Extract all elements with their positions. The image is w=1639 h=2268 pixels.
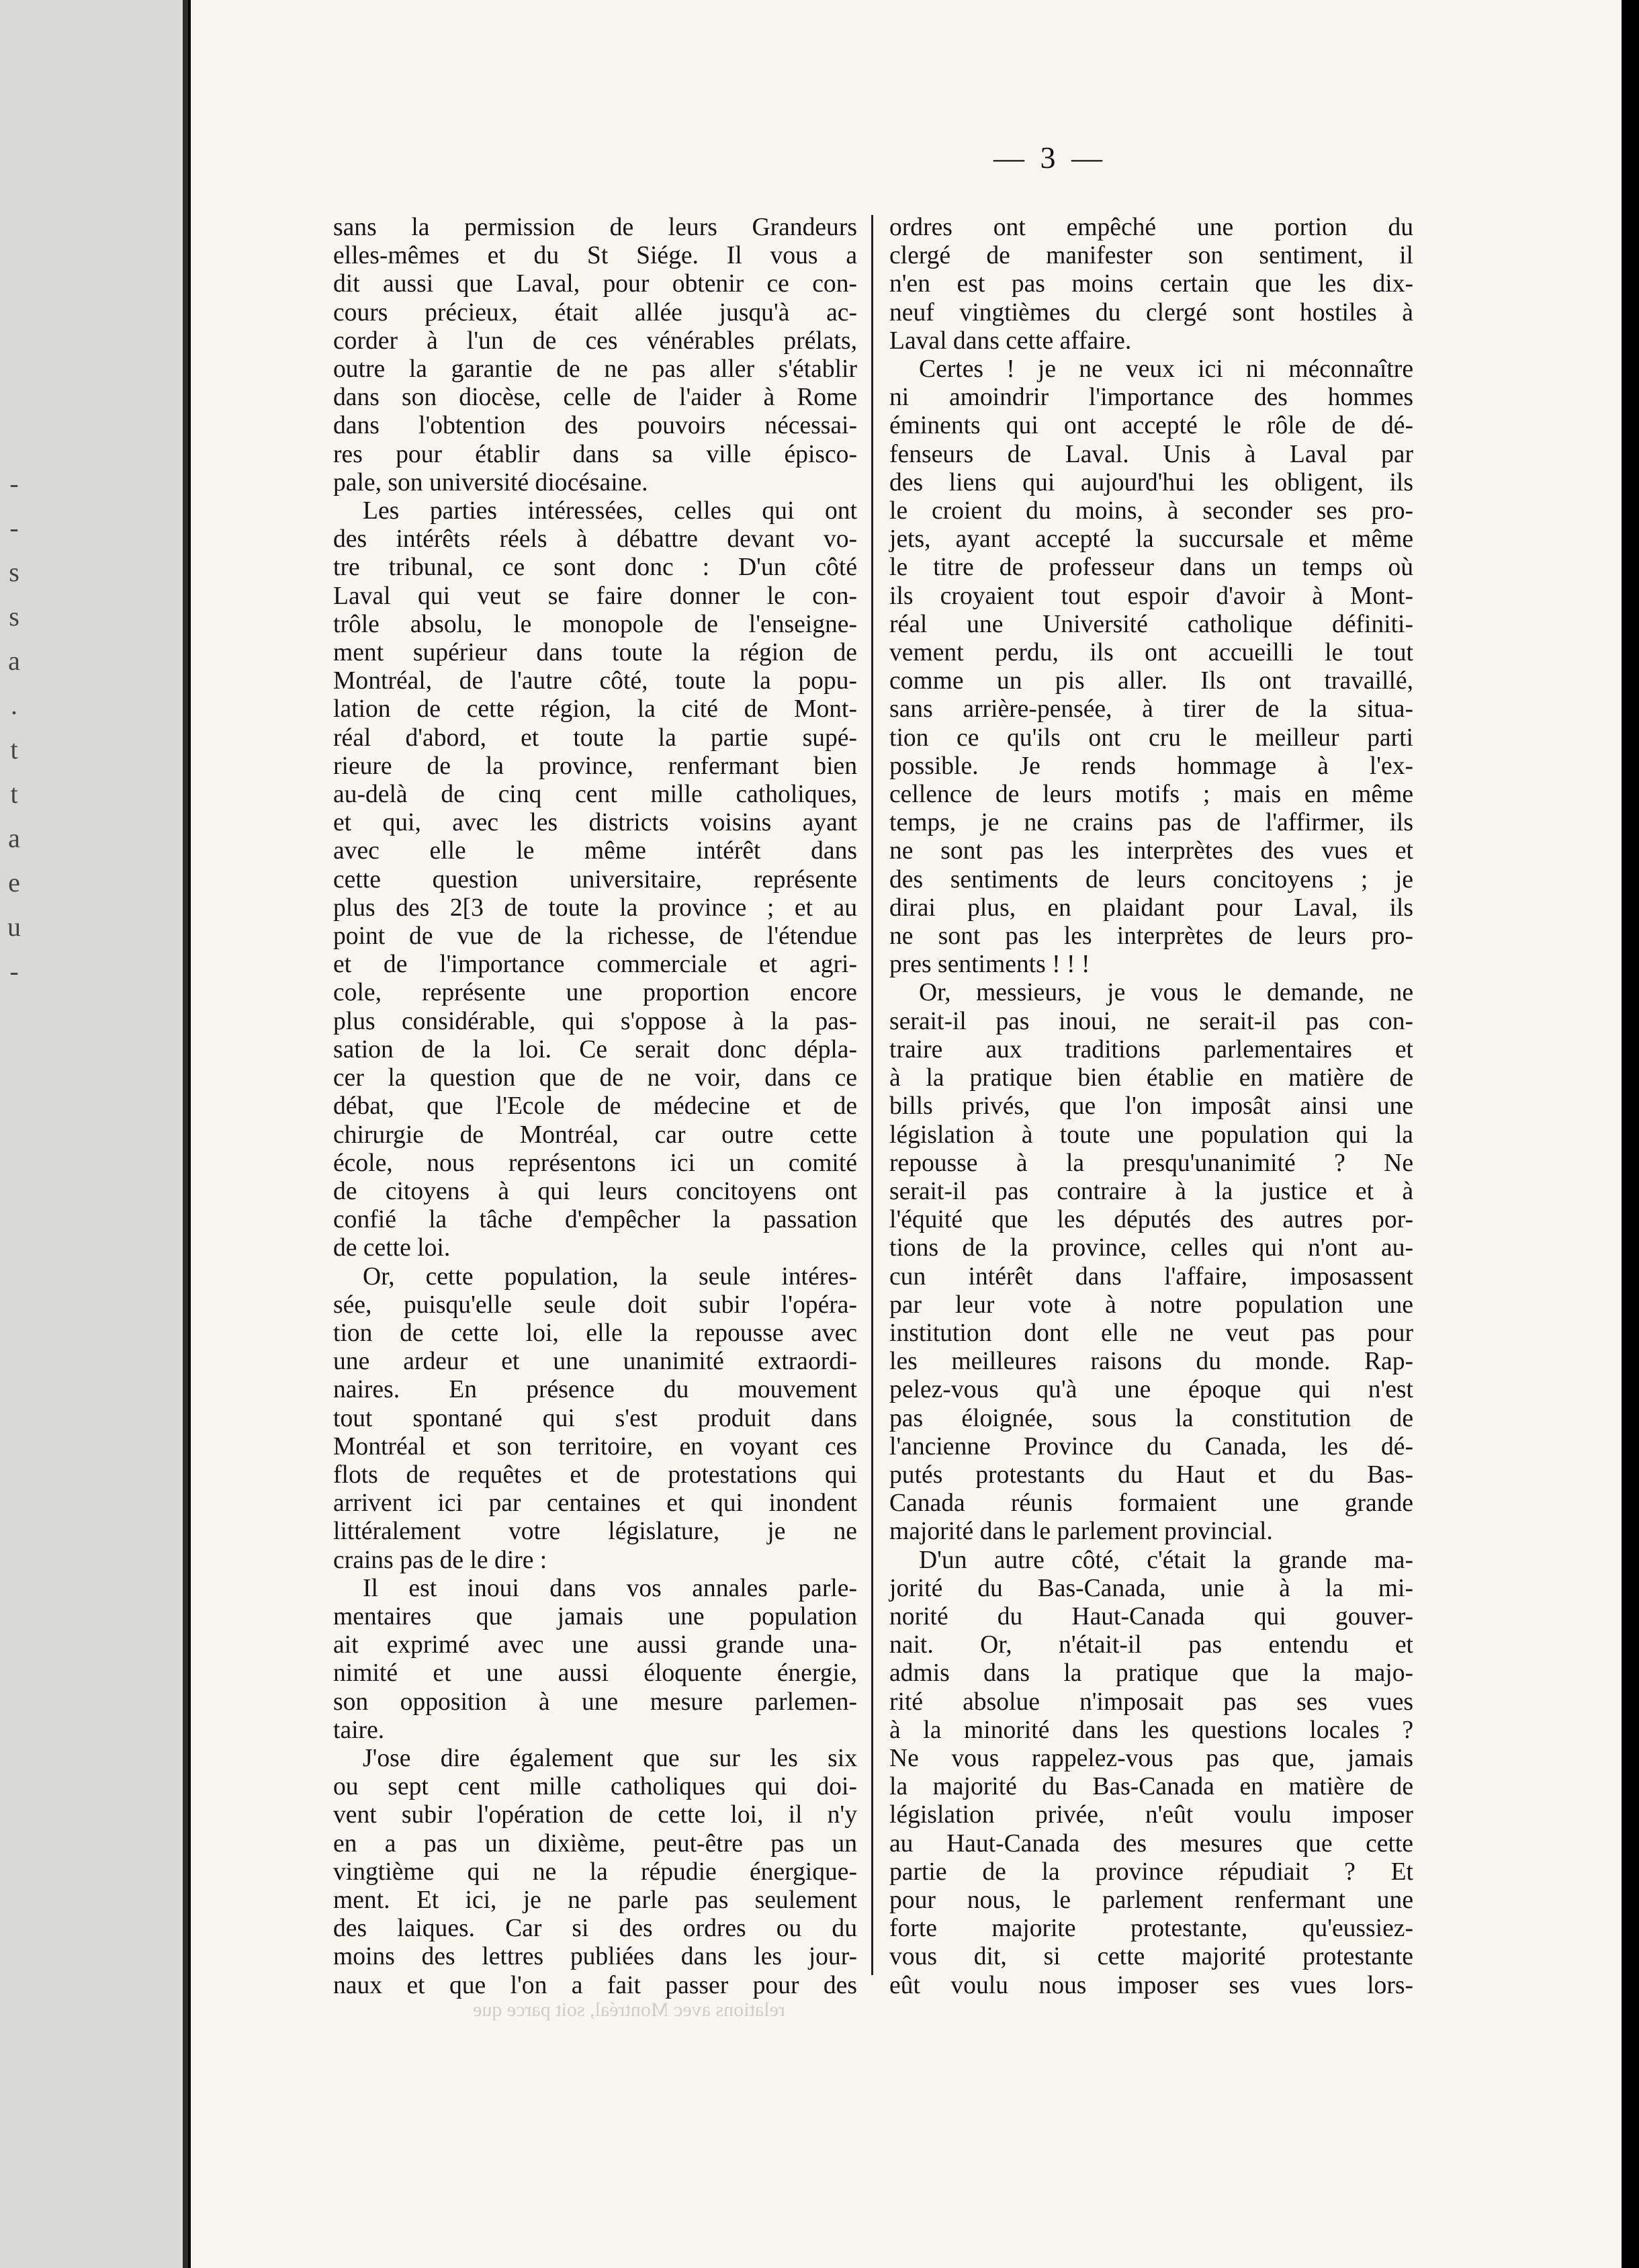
- text-line: Il est inoui dans vos annales parle-: [363, 1574, 857, 1602]
- text-line: flots de requêtes et de protestations qui: [333, 1460, 857, 1489]
- text-line: n'en est pas moins certain que les dix-: [889, 270, 1413, 298]
- text-line: comme un pis aller. Ils ont travaillé,: [889, 667, 1413, 695]
- text-line: Montréal, de l'autre côté, toute la popu-: [333, 667, 857, 695]
- text-line: sans arrière-pensée, à tirer de la situa-: [889, 695, 1413, 724]
- text-line: norité du Haut-Canada qui gouver-: [889, 1602, 1413, 1630]
- margin-mark: u: [7, 912, 21, 942]
- text-line: ne sont pas les interprètes des vues et: [889, 837, 1413, 865]
- text-line: res pour établir dans sa ville épisco-: [333, 440, 857, 468]
- text-line: clergé de manifester son sentiment, il: [889, 242, 1413, 270]
- text-line: législation privée, n'eût voulu imposer: [889, 1801, 1413, 1829]
- text-line: ils croyaient tout espoir d'avoir à Mont-: [889, 582, 1413, 610]
- text-line: moins des lettres publiées dans les jour-: [333, 1943, 857, 1971]
- text-line: avec elle le même intérêt dans: [333, 837, 857, 865]
- text-line: littéralement votre législature, je ne: [333, 1518, 857, 1546]
- text-line: et qui, avec les districts voisins ayant: [333, 809, 857, 837]
- text-line: elles-mêmes et du St Siége. Il vous a: [333, 242, 857, 270]
- text-line: ment supérieur dans toute la région de: [333, 639, 857, 667]
- text-line: plus des 2[3 de toute la province ; et au: [333, 893, 857, 922]
- text-line: cours précieux, était allée jusqu'à ac-: [333, 298, 857, 326]
- text-line: cun intérêt dans l'affaire, imposassent: [889, 1262, 1413, 1291]
- text-line: dirai plus, en plaidant pour Laval, ils: [889, 893, 1413, 922]
- text-line: possible. Je rends hommage à l'ex-: [889, 752, 1413, 780]
- text-line: dans son diocèse, celle de l'aider à Rome: [333, 384, 857, 412]
- text-line: nimité et une aussi éloquente énergie,: [333, 1659, 857, 1688]
- margin-mark: e: [8, 867, 20, 898]
- text-line: école, nous représentons ici un comité: [333, 1149, 857, 1177]
- text-line: sation de la loi. Ce serait donc dépla-: [333, 1035, 857, 1063]
- text-line: sans la permission de leurs Grandeurs: [333, 214, 857, 241]
- text-line: la majorité du Bas-Canada en matière de: [889, 1773, 1413, 1801]
- text-line: ment. Et ici, je ne parle pas seulement: [333, 1886, 857, 1914]
- text-line: repousse à la presqu'unanimité ? Ne: [889, 1149, 1413, 1177]
- margin-mark: s: [9, 601, 19, 631]
- text-line: cellence de leurs motifs ; mais en même: [889, 781, 1413, 809]
- text-line: Les parties intéressées, celles qui ont: [363, 497, 857, 525]
- text-line: majorité dans le parlement provincial.: [889, 1518, 1273, 1546]
- show-through-text: relations avec Montréal, soit parce que: [473, 1999, 785, 2021]
- margin-mark: -: [9, 468, 19, 498]
- adjacent-page-marks: [4, 470, 24, 985]
- text-line: le croient du moins, à seconder ses pro-: [889, 497, 1413, 525]
- margin-mark: t: [10, 734, 18, 765]
- text-line: vent subir l'opération de cette loi, il n'y: [333, 1801, 857, 1829]
- text-line: Laval qui veut se faire donner le con-: [333, 582, 857, 610]
- text-line: tout spontané qui s'est produit dans: [333, 1404, 857, 1432]
- text-line: arrivent ici par centaines et qui inondent: [333, 1489, 857, 1518]
- text-line: naux et que l'on a fait passer pour des: [333, 1971, 857, 1999]
- text-line: eût voulu nous imposer ses vues lors-: [889, 1971, 1413, 1999]
- text-line: neuf vingtièmes du clergé sont hostiles à: [889, 298, 1413, 326]
- text-line: en a pas un dixième, peut-être pas un: [333, 1829, 857, 1858]
- text-line: Or, cette population, la seule intéres-: [363, 1262, 857, 1291]
- text-line: point de vue de la richesse, de l'étendue: [333, 922, 857, 951]
- text-line: des intérêts réels à débattre devant vo-: [333, 525, 857, 554]
- text-line: ait exprimé avec une aussi grande una-: [333, 1631, 857, 1659]
- text-line: une ardeur et une unanimité extraordi-: [333, 1348, 857, 1376]
- text-line: temps, je ne crains pas de l'affirmer, ils: [889, 809, 1413, 837]
- text-line: putés protestants du Haut et du Bas-: [889, 1460, 1413, 1489]
- text-line: jets, ayant accepté la succursale et même: [889, 525, 1413, 554]
- text-line: pale, son université diocésaine.: [333, 468, 648, 496]
- text-line: de cette loi.: [333, 1234, 451, 1262]
- text-line: réal une Université catholique définiti-: [889, 610, 1413, 638]
- text-line: outre la garantie de ne pas aller s'établir: [333, 355, 857, 384]
- text-line: des liens qui aujourd'hui les obligent, ils: [889, 468, 1413, 496]
- text-line: l'ancienne Province du Canada, les dé-: [889, 1432, 1413, 1460]
- text-line: taire.: [333, 1716, 385, 1744]
- text-line: ou sept cent mille catholiques qui doi-: [333, 1773, 857, 1801]
- text-line: au Haut-Canada des mesures que cette: [889, 1829, 1413, 1858]
- margin-mark: a: [8, 823, 20, 853]
- text-line: des sentiments de leurs concitoyens ; je: [889, 865, 1413, 893]
- margin-mark: -: [9, 513, 19, 543]
- text-line: son opposition à une mesure parlemen-: [333, 1688, 857, 1716]
- text-line: partie de la province répudiait ? Et: [889, 1858, 1413, 1886]
- text-line: D'un autre côté, c'était la grande ma-: [919, 1546, 1413, 1574]
- text-line: confié la tâche d'empêcher la passation: [333, 1206, 857, 1234]
- text-line: pres sentiments ! ! !: [889, 951, 1090, 979]
- text-line: vement perdu, ils ont accueilli le tout: [889, 639, 1413, 667]
- text-line: dans l'obtention des pouvoirs nécessai-: [333, 412, 857, 440]
- text-line: ni amoindrir l'importance des hommes: [889, 384, 1413, 412]
- text-column-left: [333, 214, 857, 2000]
- text-line: le titre de professeur dans un temps où: [889, 554, 1413, 582]
- text-line: tions de la province, celles qui n'ont au-: [889, 1234, 1413, 1262]
- text-line: nait. Or, n'était-il pas entendu et: [889, 1631, 1413, 1659]
- text-line: législation à toute une population qui la: [889, 1121, 1413, 1149]
- text-line: trôle absolu, le monopole de l'enseigne-: [333, 610, 857, 638]
- text-line: chirurgie de Montréal, car outre cette: [333, 1121, 857, 1149]
- text-line: Ne vous rappelez-vous pas que, jamais: [889, 1744, 1413, 1772]
- margin-mark: a: [8, 646, 20, 676]
- text-line: ne sont pas les interprètes de leurs pro-: [889, 922, 1413, 951]
- text-line: de citoyens à qui leurs concitoyens ont: [333, 1177, 857, 1205]
- text-line: serait-il pas contraire à la justice et à: [889, 1177, 1413, 1205]
- document-page: [191, 0, 1622, 2268]
- text-column-right: [889, 214, 1413, 2000]
- text-line: tion de cette loi, elle la repousse avec: [333, 1319, 857, 1347]
- adjacent-page-edge: [0, 0, 188, 2268]
- text-line: par leur vote à notre population une: [889, 1291, 1413, 1319]
- text-line: Certes ! je ne veux ici ni méconnaître: [919, 355, 1413, 384]
- text-line: Or, messieurs, je vous le demande, ne: [919, 979, 1413, 1007]
- text-line: des laiques. Car si des ordres ou du: [333, 1915, 857, 1943]
- text-line: Canada réunis formaient une grande: [889, 1489, 1413, 1518]
- text-line: naires. En présence du mouvement: [333, 1376, 857, 1404]
- text-line: crains pas de le dire :: [333, 1546, 547, 1574]
- text-line: dit aussi que Laval, pour obtenir ce con-: [333, 270, 857, 298]
- text-line: fenseurs de Laval. Unis à Laval par: [889, 440, 1413, 468]
- text-line: institution dont elle ne veut pas pour: [889, 1319, 1413, 1347]
- text-line: cette question universitaire, représente: [333, 865, 857, 893]
- text-line: débat, que l'Ecole de médecine et de: [333, 1092, 857, 1121]
- text-line: corder à l'un de ces vénérables prélats,: [333, 326, 857, 355]
- text-line: rité absolue n'imposait pas ses vues: [889, 1688, 1413, 1716]
- text-line: cer la question que de ne voir, dans ce: [333, 1064, 857, 1092]
- text-line: traire aux traditions parlementaires et: [889, 1035, 1413, 1063]
- text-line: cole, représente une proportion encore: [333, 979, 857, 1007]
- text-line: bills privés, que l'on imposât ainsi une: [889, 1092, 1413, 1121]
- margin-mark: -: [9, 956, 19, 986]
- margin-mark: .: [11, 690, 17, 720]
- margin-mark: s: [9, 557, 19, 587]
- text-line: mentaires que jamais une population: [333, 1602, 857, 1630]
- text-line: J'ose dire également que sur les six: [363, 1744, 857, 1772]
- text-line: au-delà de cinq cent mille catholiques,: [333, 781, 857, 809]
- text-line: pas éloignée, sous la constitution de: [889, 1404, 1413, 1432]
- text-line: et de l'importance commerciale et agri-: [333, 951, 857, 979]
- text-line: réal d'abord, et toute la partie supé-: [333, 724, 857, 752]
- page-number: — 3 —: [993, 140, 1106, 175]
- text-line: vingtième qui ne la répudie énergique-: [333, 1858, 857, 1886]
- text-line: Montréal et son territoire, en voyant ces: [333, 1432, 857, 1460]
- margin-mark: t: [10, 779, 18, 809]
- text-line: ordres ont empêché une portion du: [889, 214, 1413, 241]
- text-line: plus considérable, qui s'oppose à la pas-: [333, 1007, 857, 1035]
- column-divider: [871, 215, 873, 1975]
- text-line: tion ce qu'ils ont cru le meilleur parti: [889, 724, 1413, 752]
- text-line: forte majorite protestante, qu'eussiez-: [889, 1915, 1413, 1943]
- text-line: les meilleures raisons du monde. Rap-: [889, 1348, 1413, 1376]
- text-line: à la pratique bien établie en matière de: [889, 1064, 1413, 1092]
- text-line: lation de cette région, la cité de Mont-: [333, 695, 857, 724]
- text-line: vous dit, si cette majorité protestante: [889, 1943, 1413, 1971]
- text-line: pelez-vous qu'à une époque qui n'est: [889, 1376, 1413, 1404]
- text-line: éminents qui ont accepté le rôle de dé-: [889, 412, 1413, 440]
- text-line: tre tribunal, ce sont donc : D'un côté: [333, 554, 857, 582]
- text-line: admis dans la pratique que la majo-: [889, 1659, 1413, 1688]
- text-line: l'équité que les députés des autres por-: [889, 1206, 1413, 1234]
- text-line: à la minorité dans les questions locales ?: [889, 1716, 1413, 1744]
- text-line: sée, puisqu'elle seule doit subir l'opéra-: [333, 1291, 857, 1319]
- text-line: pour nous, le parlement renfermant une: [889, 1886, 1413, 1914]
- text-line: rieure de la province, renfermant bien: [333, 752, 857, 780]
- text-line: Laval dans cette affaire.: [889, 326, 1132, 355]
- text-line: serait-il pas inoui, ne serait-il pas con-: [889, 1007, 1413, 1035]
- text-line: jorité du Bas-Canada, unie à la mi-: [889, 1574, 1413, 1602]
